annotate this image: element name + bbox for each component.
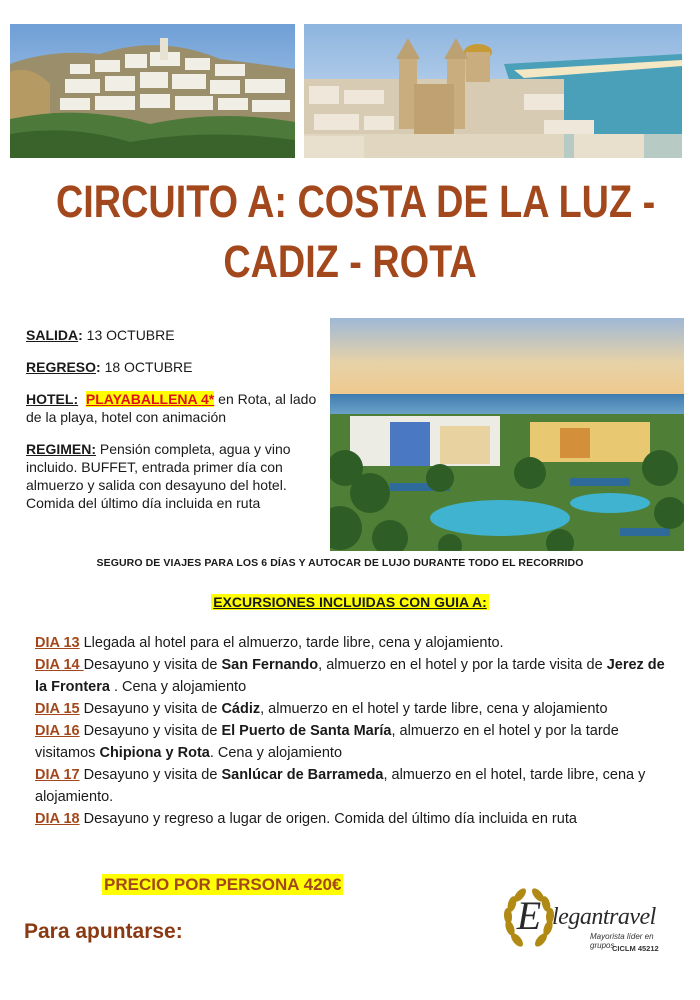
title-line-1: CIRCUITO A: COSTA DE LA LUZ - <box>56 176 656 227</box>
day-14 <box>35 654 675 698</box>
departure: SALIDA: 13 OCTUBRE <box>26 327 175 343</box>
day-16-place-1: El Puerto de Santa María <box>221 723 392 739</box>
day-15 <box>35 698 675 720</box>
signup-label: Para apuntarse: <box>24 920 183 943</box>
day-17 <box>35 764 675 808</box>
day-16-text-c: , almuerzo en el hotel y por la tarde visitamos <box>35 723 619 761</box>
day-17-text-c: , almuerzo en el hotel, tarde libre, cena y alojamiento. <box>35 767 646 805</box>
regime-label: REGIMEN: <box>26 441 96 457</box>
day-17-place: Sanlúcar de Barrameda <box>221 767 384 783</box>
departure-value: 13 OCTUBRE <box>82 327 175 343</box>
day-14-text-e: . Cena y alojamiento <box>109 679 247 695</box>
excursions-heading-text: EXCURSIONES INCLUIDAS CON GUIA A: <box>213 594 487 610</box>
day-13-text: Llegada al hotel para el almuerzo, tarde libre, cena y alojamiento. <box>79 635 504 651</box>
return-label: REGRESO <box>26 359 97 375</box>
hotel-label: HOTEL: <box>26 391 79 407</box>
day-13 <box>35 632 675 654</box>
day-15-text-c: , almuerzo en el hotel y tarde libre, cena y alojamiento <box>260 701 608 717</box>
logo-tagline: Mayorista líder en grupos <box>590 932 654 950</box>
return-value: 18 OCTUBRE <box>100 359 193 375</box>
itinerary <box>35 632 675 830</box>
return: REGRESO: 18 OCTUBRE <box>26 359 193 375</box>
day-15-text-a: Desayuno y visita de <box>79 701 222 717</box>
day-16 <box>35 720 675 764</box>
day-16-text-a: Desayuno y visita de <box>79 723 222 739</box>
price <box>102 875 343 895</box>
insurance-note: SEGURO DE VIAJES PARA LOS 6 DÍAS Y AUTOCAR DE LUJO DURANTE TODO EL RECORRIDO <box>96 557 584 569</box>
day-13-label: DIA 13 <box>35 635 80 651</box>
price-text: PRECIO POR PERSONA 420€ <box>104 875 342 894</box>
excursions-heading <box>0 594 700 612</box>
hotel <box>26 390 326 426</box>
regime <box>26 440 326 512</box>
day-18 <box>35 808 675 830</box>
trip-details <box>26 326 326 526</box>
day-14-text-a: Desayuno y visita de <box>83 657 222 673</box>
day-14-label: DIA 14 <box>35 657 84 673</box>
day-18-text: Desayuno y regreso a lugar de origen. Comida del último día incluida en ruta <box>79 811 577 827</box>
day-17-label: DIA 17 <box>35 767 80 783</box>
day-18-label: DIA 18 <box>35 811 80 827</box>
page-title <box>56 172 656 292</box>
logo-letter: E <box>516 893 542 938</box>
hotel-description: en Rota, al lado de la playa, hotel con animación <box>26 391 317 425</box>
hotel-photo <box>330 318 684 551</box>
cadiz-cathedral-photo <box>304 24 682 158</box>
logo-license: CICLM 45212 <box>612 944 659 953</box>
day-15-place: Cádiz <box>221 701 261 717</box>
regime-description: Pensión completa, agua y vino incluido. BUFFET, entrada primer día con almuerzo y salida con desayuno del hotel. Comida del último día incluida en ruta <box>26 441 291 511</box>
title-line-2: CADIZ - ROTA <box>223 236 477 287</box>
hotel-name: PLAYABALLENA 4* <box>85 391 215 407</box>
day-16-label: DIA 16 <box>35 723 80 739</box>
day-16-text-e: . Cena y alojamiento <box>209 745 343 761</box>
logo-name: legantravel <box>552 904 656 930</box>
day-16-place-2: Chipiona y Rota <box>99 745 210 761</box>
day-14-text-c: , almuerzo en el hotel y por la tarde visita de <box>318 657 607 673</box>
day-17-text-a: Desayuno y visita de <box>79 767 222 783</box>
departure-label: SALIDA <box>26 327 79 343</box>
day-15-label: DIA 15 <box>35 701 80 717</box>
day-14-place-1: San Fernando <box>221 657 319 673</box>
town-photo <box>10 24 295 158</box>
day-14-place-2: Jerez de la Frontera <box>35 657 665 695</box>
elegantravel-logo <box>500 880 680 970</box>
